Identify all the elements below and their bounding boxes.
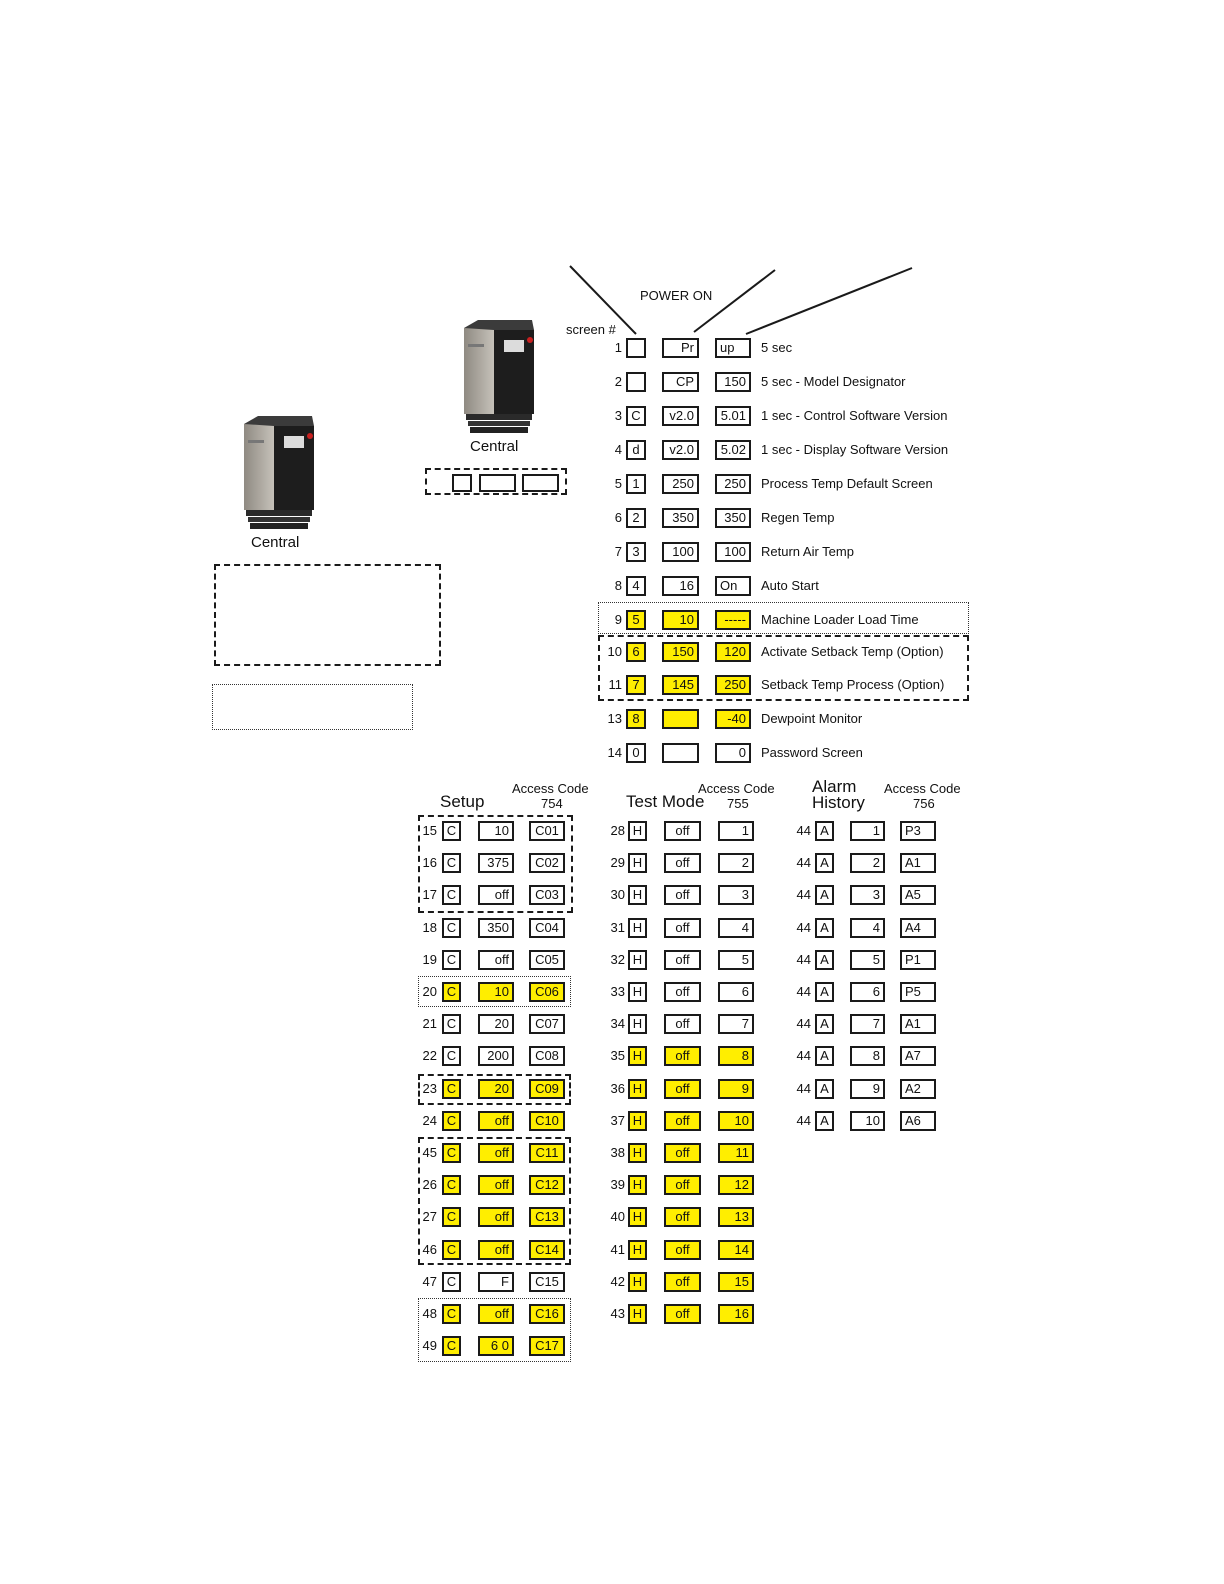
display-setting-box: 5.01 (715, 406, 751, 426)
unit-label-right: Central (470, 438, 519, 455)
test-output-box: 12 (718, 1175, 754, 1195)
setup-code-box: C (442, 1336, 461, 1356)
test-mode-access-code: 755 (727, 796, 749, 811)
screen-number: 8 (614, 578, 622, 593)
screen-description: 1 sec - Control Software Version (761, 408, 948, 423)
setup-param-box: C16 (529, 1304, 565, 1324)
alarm-screen-number: 44 (796, 920, 811, 935)
alarm-history-title-line2: History (812, 793, 865, 812)
display-setting-box: 350 (715, 508, 751, 528)
setup-value-box: 200 (478, 1046, 514, 1066)
setup-screen-number: 45 (422, 1145, 437, 1160)
power-on-label: POWER ON (640, 288, 713, 303)
test-screen-number: 31 (610, 920, 625, 935)
setup-screen-number: 15 (422, 823, 437, 838)
alarm-index-box: 9 (850, 1079, 885, 1099)
setup-value-box: 10 (478, 982, 514, 1002)
setup-title: Setup (440, 792, 485, 811)
setup-code-box: C (442, 1304, 461, 1324)
test-code-box: H (628, 1143, 647, 1163)
alarm-index-box: 2 (850, 853, 885, 873)
screen-number: 9 (614, 612, 622, 627)
screen-number: 6 (614, 510, 622, 525)
alarm-index-box: 10 (850, 1111, 885, 1131)
display-value-box (662, 743, 699, 763)
setup-code-box: C (442, 1207, 461, 1227)
setup-screen-number: 17 (422, 887, 437, 902)
alarm-code-box: A (815, 885, 834, 905)
test-state-box: off (664, 1046, 701, 1066)
screen-number: 14 (607, 745, 622, 760)
alarm-index-box: 7 (850, 1014, 885, 1034)
display-code-box: 2 (626, 508, 646, 528)
alarm-code-box: A (815, 1046, 834, 1066)
display-slot-a (452, 474, 472, 492)
display-value-box: 100 (662, 542, 699, 562)
setup-value-box: F (478, 1272, 514, 1292)
test-code-box: H (628, 1207, 647, 1227)
alarm-code-box: A (815, 950, 834, 970)
setup-code-box: C (442, 1046, 461, 1066)
note-frame-dashed (214, 564, 441, 666)
display-value-box: 10 (662, 610, 699, 630)
display-code-box (626, 372, 646, 392)
test-output-box: 13 (718, 1207, 754, 1227)
screen-description: Auto Start (761, 578, 819, 593)
display-setting-box: 120 (715, 642, 751, 662)
display-value-box: 250 (662, 474, 699, 494)
display-code-box: 1 (626, 474, 646, 494)
display-code-box: C (626, 406, 646, 426)
screen-number: 5 (614, 476, 622, 491)
alarm-code-value-box: P3 (900, 821, 936, 841)
setup-param-box: C04 (529, 918, 565, 938)
test-state-box: off (664, 1175, 701, 1195)
setup-value-box: off (478, 1240, 514, 1260)
test-code-box: H (628, 950, 647, 970)
display-code-box (626, 338, 646, 358)
display-slot-c (522, 474, 559, 492)
display-code-box: 3 (626, 542, 646, 562)
setup-screen-number: 27 (422, 1209, 437, 1224)
setup-code-box: C (442, 885, 461, 905)
alarm-code-value-box: A1 (900, 853, 936, 873)
setup-screen-number: 22 (422, 1048, 437, 1063)
display-code-box: 6 (626, 642, 646, 662)
display-code-box: 7 (626, 675, 646, 695)
screen-number: 2 (614, 374, 622, 389)
alarm-history-title-line1: Alarm (812, 777, 857, 796)
display-setting-box: ----- (715, 610, 751, 630)
display-setting-box: 250 (715, 474, 751, 494)
alarm-screen-number: 44 (796, 984, 811, 999)
setup-value-box: 6 0 (478, 1336, 514, 1356)
display-value-box: 350 (662, 508, 699, 528)
test-screen-number: 36 (610, 1081, 625, 1096)
test-state-box: off (664, 1014, 701, 1034)
alarm-code-value-box: A7 (900, 1046, 936, 1066)
alarm-code-box: A (815, 853, 834, 873)
test-output-box: 3 (718, 885, 754, 905)
setup-code-box: C (442, 982, 461, 1002)
display-value-box (662, 709, 699, 729)
display-setting-box: 250 (715, 675, 751, 695)
setup-param-box: C09 (529, 1079, 565, 1099)
test-state-box: off (664, 885, 701, 905)
test-mode-access-label: Access Code (698, 781, 775, 796)
test-screen-number: 33 (610, 984, 625, 999)
test-code-box: H (628, 1304, 647, 1324)
test-code-box: H (628, 885, 647, 905)
test-code-box: H (628, 1046, 647, 1066)
alarm-index-box: 3 (850, 885, 885, 905)
alarm-code-box: A (815, 1079, 834, 1099)
test-output-box: 1 (718, 821, 754, 841)
setup-param-box: C03 (529, 885, 565, 905)
test-screen-number: 40 (610, 1209, 625, 1224)
display-setting-box: On (715, 576, 751, 596)
alarm-code-box: A (815, 918, 834, 938)
alarm-code-value-box: A1 (900, 1014, 936, 1034)
display-value-box: v2.0 (662, 440, 699, 460)
setup-value-box: off (478, 885, 514, 905)
test-output-box: 10 (718, 1111, 754, 1131)
test-state-box: off (664, 853, 701, 873)
screen-description: 5 sec - Model Designator (761, 374, 906, 389)
screen-number: 7 (614, 544, 622, 559)
dryer-unit-image-left (238, 414, 320, 532)
test-output-box: 15 (718, 1272, 754, 1292)
alarm-index-box: 6 (850, 982, 885, 1002)
test-code-box: H (628, 853, 647, 873)
alarm-index-box: 4 (850, 918, 885, 938)
setup-screen-number: 24 (422, 1113, 437, 1128)
screen-number-label: screen # (566, 322, 616, 337)
test-code-box: H (628, 821, 647, 841)
screen-description: Regen Temp (761, 510, 835, 525)
test-screen-number: 35 (610, 1048, 625, 1063)
setup-value-box: off (478, 1143, 514, 1163)
display-code-box: 0 (626, 743, 646, 763)
test-screen-number: 38 (610, 1145, 625, 1160)
test-state-box: off (664, 1207, 701, 1227)
test-output-box: 6 (718, 982, 754, 1002)
setup-param-box: C17 (529, 1336, 565, 1356)
setup-value-box: off (478, 950, 514, 970)
setup-param-box: C06 (529, 982, 565, 1002)
display-value-box: Pr (662, 338, 699, 358)
setup-code-box: C (442, 1079, 461, 1099)
alarm-code-box: A (815, 982, 834, 1002)
test-output-box: 11 (718, 1143, 754, 1163)
alarm-code-box: A (815, 821, 834, 841)
screen-description: Setback Temp Process (Option) (761, 677, 945, 692)
screen-description: Dewpoint Monitor (761, 711, 863, 726)
screen-number: 10 (607, 644, 622, 659)
dryer-unit-image-right (458, 318, 540, 436)
alarm-code-value-box: A6 (900, 1111, 936, 1131)
setup-value-box: off (478, 1207, 514, 1227)
setup-code-box: C (442, 1014, 461, 1034)
test-output-box: 4 (718, 918, 754, 938)
alarm-screen-number: 44 (796, 823, 811, 838)
screen-description: 1 sec - Display Software Version (761, 442, 949, 457)
unit-label-left: Central (251, 534, 300, 551)
alarm-index-box: 5 (850, 950, 885, 970)
alarm-screen-number: 44 (796, 1048, 811, 1063)
test-output-box: 16 (718, 1304, 754, 1324)
test-code-box: H (628, 982, 647, 1002)
setup-access-code: 754 (541, 796, 563, 811)
test-code-box: H (628, 918, 647, 938)
display-code-box: 8 (626, 709, 646, 729)
test-screen-number: 42 (610, 1274, 625, 1289)
setup-param-box: C11 (529, 1143, 565, 1163)
test-state-box: off (664, 1079, 701, 1099)
alarm-code-value-box: P1 (900, 950, 936, 970)
test-screen-number: 43 (610, 1306, 625, 1321)
setup-code-box: C (442, 918, 461, 938)
display-value-box: 16 (662, 576, 699, 596)
test-state-box: off (664, 1143, 701, 1163)
alarm-code-value-box: A5 (900, 885, 936, 905)
setup-screen-number: 20 (422, 984, 437, 999)
alarm-code-value-box: P5 (900, 982, 936, 1002)
setup-param-box: C08 (529, 1046, 565, 1066)
setup-param-box: C12 (529, 1175, 565, 1195)
screen-number: 4 (614, 442, 622, 457)
alarm-code-value-box: A4 (900, 918, 936, 938)
alarm-code-box: A (815, 1111, 834, 1131)
setup-value-box: 20 (478, 1014, 514, 1034)
setup-param-box: C02 (529, 853, 565, 873)
display-code-box: d (626, 440, 646, 460)
display-setting-box: up (715, 338, 751, 358)
alarm-history-access-label: Access Code (884, 781, 961, 796)
screen-description: Password Screen (761, 745, 863, 760)
test-code-box: H (628, 1079, 647, 1099)
screen-number: 3 (614, 408, 622, 423)
display-value-box: CP (662, 372, 699, 392)
setup-param-box: C14 (529, 1240, 565, 1260)
setup-value-box: off (478, 1304, 514, 1324)
alarm-screen-number: 44 (796, 952, 811, 967)
screen-description: Process Temp Default Screen (761, 476, 933, 491)
alarm-index-box: 1 (850, 821, 885, 841)
setup-value-box: off (478, 1111, 514, 1131)
display-value-box: v2.0 (662, 406, 699, 426)
test-screen-number: 34 (610, 1016, 625, 1031)
setup-screen-number: 16 (422, 855, 437, 870)
note-frame-dotted (212, 684, 413, 730)
setup-access-label: Access Code (512, 781, 589, 796)
test-output-box: 9 (718, 1079, 754, 1099)
test-output-box: 7 (718, 1014, 754, 1034)
display-setting-box: -40 (715, 709, 751, 729)
setup-screen-number: 21 (422, 1016, 437, 1031)
setup-screen-number: 46 (422, 1242, 437, 1257)
screen-description: Machine Loader Load Time (761, 612, 919, 627)
setup-code-box: C (442, 1143, 461, 1163)
alarm-history-access-code: 756 (913, 796, 935, 811)
test-state-box: off (664, 1304, 701, 1324)
test-code-box: H (628, 1272, 647, 1292)
test-output-box: 14 (718, 1240, 754, 1260)
test-screen-number: 39 (610, 1177, 625, 1192)
display-setting-box: 0 (715, 743, 751, 763)
setup-code-box: C (442, 1272, 461, 1292)
alarm-code-box: A (815, 1014, 834, 1034)
test-output-box: 5 (718, 950, 754, 970)
screen-number: 13 (607, 711, 622, 726)
alarm-index-box: 8 (850, 1046, 885, 1066)
setup-param-box: C05 (529, 950, 565, 970)
screen-number: 11 (608, 677, 622, 692)
test-code-box: H (628, 1014, 647, 1034)
test-mode-title: Test Mode (626, 792, 705, 811)
setup-screen-number: 47 (422, 1274, 437, 1289)
setup-screen-number: 23 (422, 1081, 437, 1096)
setup-code-box: C (442, 1111, 461, 1131)
setup-screen-number: 48 (422, 1306, 437, 1321)
alarm-screen-number: 44 (796, 887, 811, 902)
alarm-code-value-box: A2 (900, 1079, 936, 1099)
setup-code-box: C (442, 1240, 461, 1260)
test-code-box: H (628, 1111, 647, 1131)
test-state-box: off (664, 1240, 701, 1260)
setup-param-box: C13 (529, 1207, 565, 1227)
test-output-box: 2 (718, 853, 754, 873)
setup-code-box: C (442, 853, 461, 873)
setup-value-box: 375 (478, 853, 514, 873)
screen-description: 5 sec (761, 340, 793, 355)
screen-description: Activate Setback Temp (Option) (761, 644, 944, 659)
test-code-box: H (628, 1240, 647, 1260)
test-screen-number: 30 (610, 887, 625, 902)
test-screen-number: 37 (610, 1113, 625, 1128)
test-state-box: off (664, 1272, 701, 1292)
setup-value-box: 20 (478, 1079, 514, 1099)
display-value-box: 150 (662, 642, 699, 662)
display-setting-box: 5.02 (715, 440, 751, 460)
setup-screen-number: 26 (422, 1177, 437, 1192)
test-screen-number: 41 (610, 1242, 625, 1257)
screen-number: 1 (614, 340, 622, 355)
test-state-box: off (664, 918, 701, 938)
setup-param-box: C01 (529, 821, 565, 841)
setup-value-box: off (478, 1175, 514, 1195)
test-output-box: 8 (718, 1046, 754, 1066)
test-screen-number: 29 (610, 855, 625, 870)
setup-screen-number: 18 (422, 920, 437, 935)
test-code-box: H (628, 1175, 647, 1195)
display-setting-box: 100 (715, 542, 751, 562)
alarm-screen-number: 44 (796, 1016, 811, 1031)
setup-screen-number: 49 (422, 1338, 437, 1353)
display-value-box: 145 (662, 675, 699, 695)
setup-param-box: C07 (529, 1014, 565, 1034)
alarm-screen-number: 44 (796, 1113, 811, 1128)
setup-value-box: 10 (478, 821, 514, 841)
test-state-box: off (664, 1111, 701, 1131)
screen-description: Return Air Temp (761, 544, 854, 559)
test-state-box: off (664, 982, 701, 1002)
display-setting-box: 150 (715, 372, 751, 392)
setup-code-box: C (442, 821, 461, 841)
alarm-screen-number: 44 (796, 855, 811, 870)
setup-value-box: 350 (478, 918, 514, 938)
setup-code-box: C (442, 1175, 461, 1195)
display-slot-b (479, 474, 516, 492)
setup-code-box: C (442, 950, 461, 970)
display-code-box: 4 (626, 576, 646, 596)
test-screen-number: 28 (610, 823, 625, 838)
setup-param-box: C10 (529, 1111, 565, 1131)
test-state-box: off (664, 821, 701, 841)
alarm-screen-number: 44 (796, 1081, 811, 1096)
test-state-box: off (664, 950, 701, 970)
setup-param-box: C15 (529, 1272, 565, 1292)
test-screen-number: 32 (610, 952, 625, 967)
display-code-box: 5 (626, 610, 646, 630)
setup-screen-number: 19 (422, 952, 437, 967)
